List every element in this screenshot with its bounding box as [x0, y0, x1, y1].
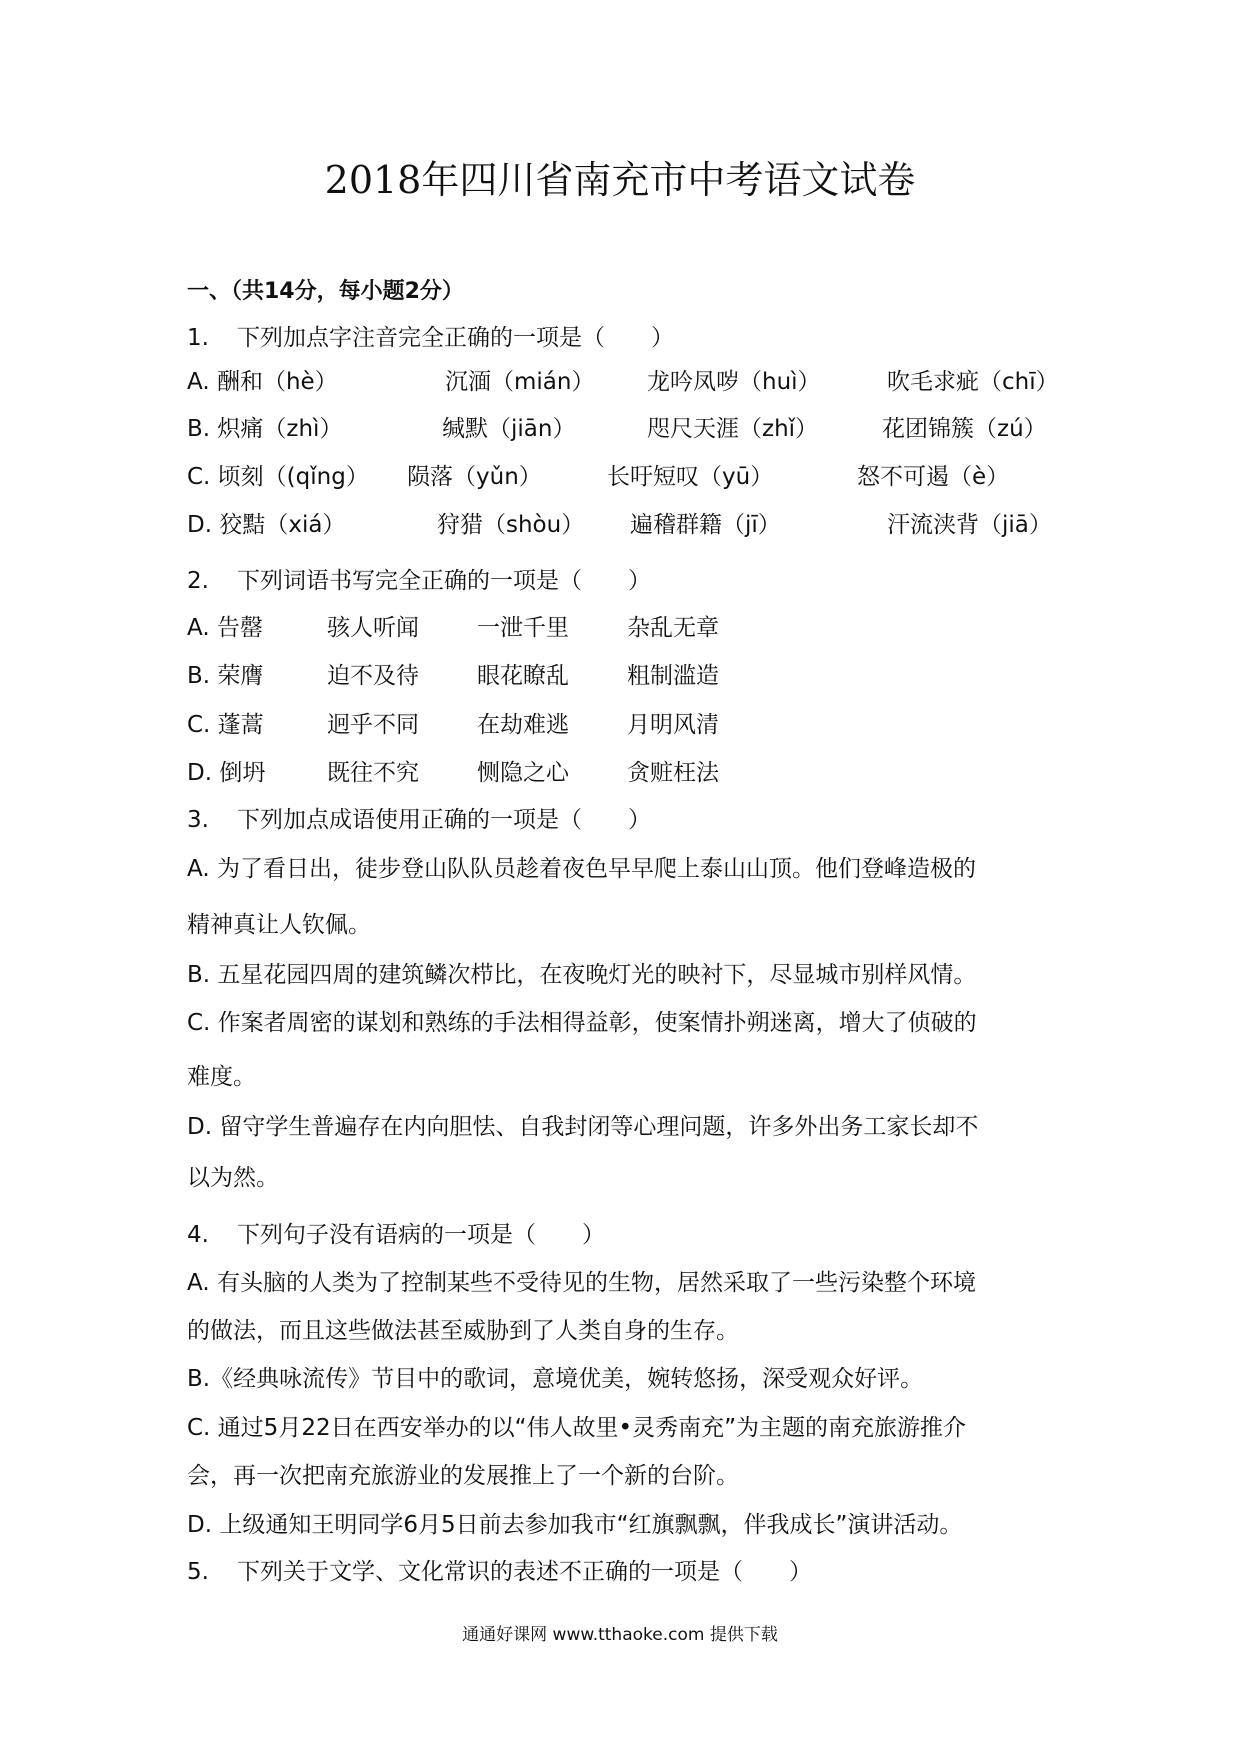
- option-cell: 在劫难逃: [477, 712, 569, 738]
- option-cell: 长吁短叹（yū）: [607, 464, 774, 490]
- option-cell: C. 蓬蒿: [187, 712, 264, 738]
- option-cell: 恻隐之心: [477, 760, 569, 786]
- option-cell: 咫尺天涯（zhǐ）: [647, 416, 819, 442]
- q2-option-c: [187, 705, 887, 745]
- option-cell: 月明风清: [627, 712, 719, 738]
- q1-option-b: [187, 409, 1087, 449]
- q3-option-a-line1: A. 为了看日出，徒步登山队队员趁着夜色早早爬上泰山山顶。他们登峰造极的: [187, 856, 976, 882]
- option-cell: 陨落（yǔn）: [407, 464, 542, 490]
- q3-option-a-line2: 精神真让人钦佩。: [187, 912, 371, 938]
- question-number: 2.: [187, 568, 209, 594]
- question-1-stem: [187, 318, 674, 358]
- q4-option-d: D. 上级通知王明同学6月5日前去参加我市“红旗飘飘，伴我成长”演讲活动。: [187, 1512, 963, 1538]
- q3-option-c-line1: C. 作案者周密的谋划和熟练的手法相得益彰，使案情扑朔迷离，增大了侦破的: [187, 1010, 977, 1036]
- option-cell: A. 酬和（hè）: [187, 369, 338, 395]
- q4-option-a-line1: A. 有头脑的人类为了控制某些不受待见的生物，居然采取了一些污染整个环境: [187, 1270, 976, 1296]
- option-cell: D. 倒坍: [187, 760, 266, 786]
- option-cell: 既往不究: [327, 760, 419, 786]
- question-number: 3.: [187, 807, 209, 833]
- q4-option-b: B.《经典咏流传》节目中的歌词，意境优美，婉转悠扬，深受观众好评。: [187, 1366, 924, 1392]
- question-number: 5.: [187, 1559, 209, 1585]
- option-cell: 贪赃枉法: [627, 760, 719, 786]
- q3-option-d-line2: 以为然。: [187, 1165, 279, 1191]
- option-cell: 粗制滥造: [627, 663, 719, 689]
- page-title: 2018年四川省南充市中考语文试卷: [324, 158, 916, 202]
- option-cell: 骇人听闻: [327, 615, 419, 641]
- option-cell: 沉湎（mián）: [445, 369, 595, 395]
- q1-option-d: [187, 505, 1087, 545]
- question-text: 下列加点成语使用正确的一项是（ ）: [237, 807, 651, 833]
- option-cell: 狩猎（shòu）: [437, 512, 585, 538]
- q4-option-a-line2: 的做法，而且这些做法甚至威胁到了人类自身的生存。: [187, 1318, 739, 1344]
- option-cell: B. 炽痛（zhì）: [187, 416, 343, 442]
- option-cell: 迥乎不同: [327, 712, 419, 738]
- q3-option-b: B. 五星花园四周的建筑鳞次栉比，在夜晚灯光的映衬下，尽显城市别样风情。: [187, 962, 977, 988]
- option-cell: 遍稽群籍（jī）: [630, 512, 781, 538]
- q1-option-a: [187, 362, 1087, 402]
- question-text: 下列句子没有语病的一项是（ ）: [237, 1222, 605, 1248]
- option-cell: 杂乱无章: [627, 615, 719, 641]
- question-text: 下列关于文学、文化常识的表述不正确的一项是（ ）: [237, 1559, 812, 1585]
- option-cell: 迫不及待: [327, 663, 419, 689]
- q1-option-c: [187, 457, 1087, 497]
- option-cell: 龙吟凤哕（huì）: [647, 369, 821, 395]
- option-cell: 汗流浃背（jiā）: [887, 512, 1052, 538]
- question-5-stem: [187, 1552, 812, 1592]
- question-text: 下列加点字注音完全正确的一项是（ ）: [237, 325, 674, 351]
- q4-option-c-line1: C. 通过5月22日在西安举办的以“伟人故里•灵秀南充”为主题的南充旅游推介: [187, 1415, 966, 1441]
- q3-option-c-line2: 难度。: [187, 1064, 256, 1090]
- question-number: 4.: [187, 1222, 209, 1248]
- option-cell: D. 狡黠（xiá）: [187, 512, 346, 538]
- option-cell: B. 荣膺: [187, 663, 264, 689]
- option-cell: 眼花瞭乱: [477, 663, 569, 689]
- option-cell: 一泄千里: [477, 615, 569, 641]
- option-cell: C. 顷刻（(qǐng）: [187, 464, 369, 490]
- option-cell: A. 告罄: [187, 615, 263, 641]
- section-header: 一、（共14分，每小题2分）: [187, 279, 464, 304]
- question-3-stem: [187, 800, 651, 840]
- q2-option-b: [187, 656, 887, 696]
- question-2-stem: [187, 561, 651, 601]
- q3-option-d-line1: D. 留守学生普遍存在内向胆怯、自我封闭等心理问题，许多外出务工家长却不: [187, 1114, 979, 1140]
- question-4-stem: [187, 1215, 605, 1255]
- option-cell: 吹毛求疵（chī）: [887, 369, 1059, 395]
- question-text: 下列词语书写完全正确的一项是（ ）: [237, 568, 651, 594]
- q2-option-a: [187, 608, 887, 648]
- q2-option-d: [187, 753, 887, 793]
- q4-option-c-line2: 会，再一次把南充旅游业的发展推上了一个新的台阶。: [187, 1463, 739, 1489]
- option-cell: 花团锦簇（zú）: [882, 416, 1047, 442]
- page-footer: 通通好课网 www.tthaoke.com 提供下载: [462, 1625, 778, 1645]
- option-cell: 怒不可遏（è）: [857, 464, 1010, 490]
- option-cell: 缄默（jiān）: [442, 416, 576, 442]
- question-number: 1.: [187, 325, 209, 351]
